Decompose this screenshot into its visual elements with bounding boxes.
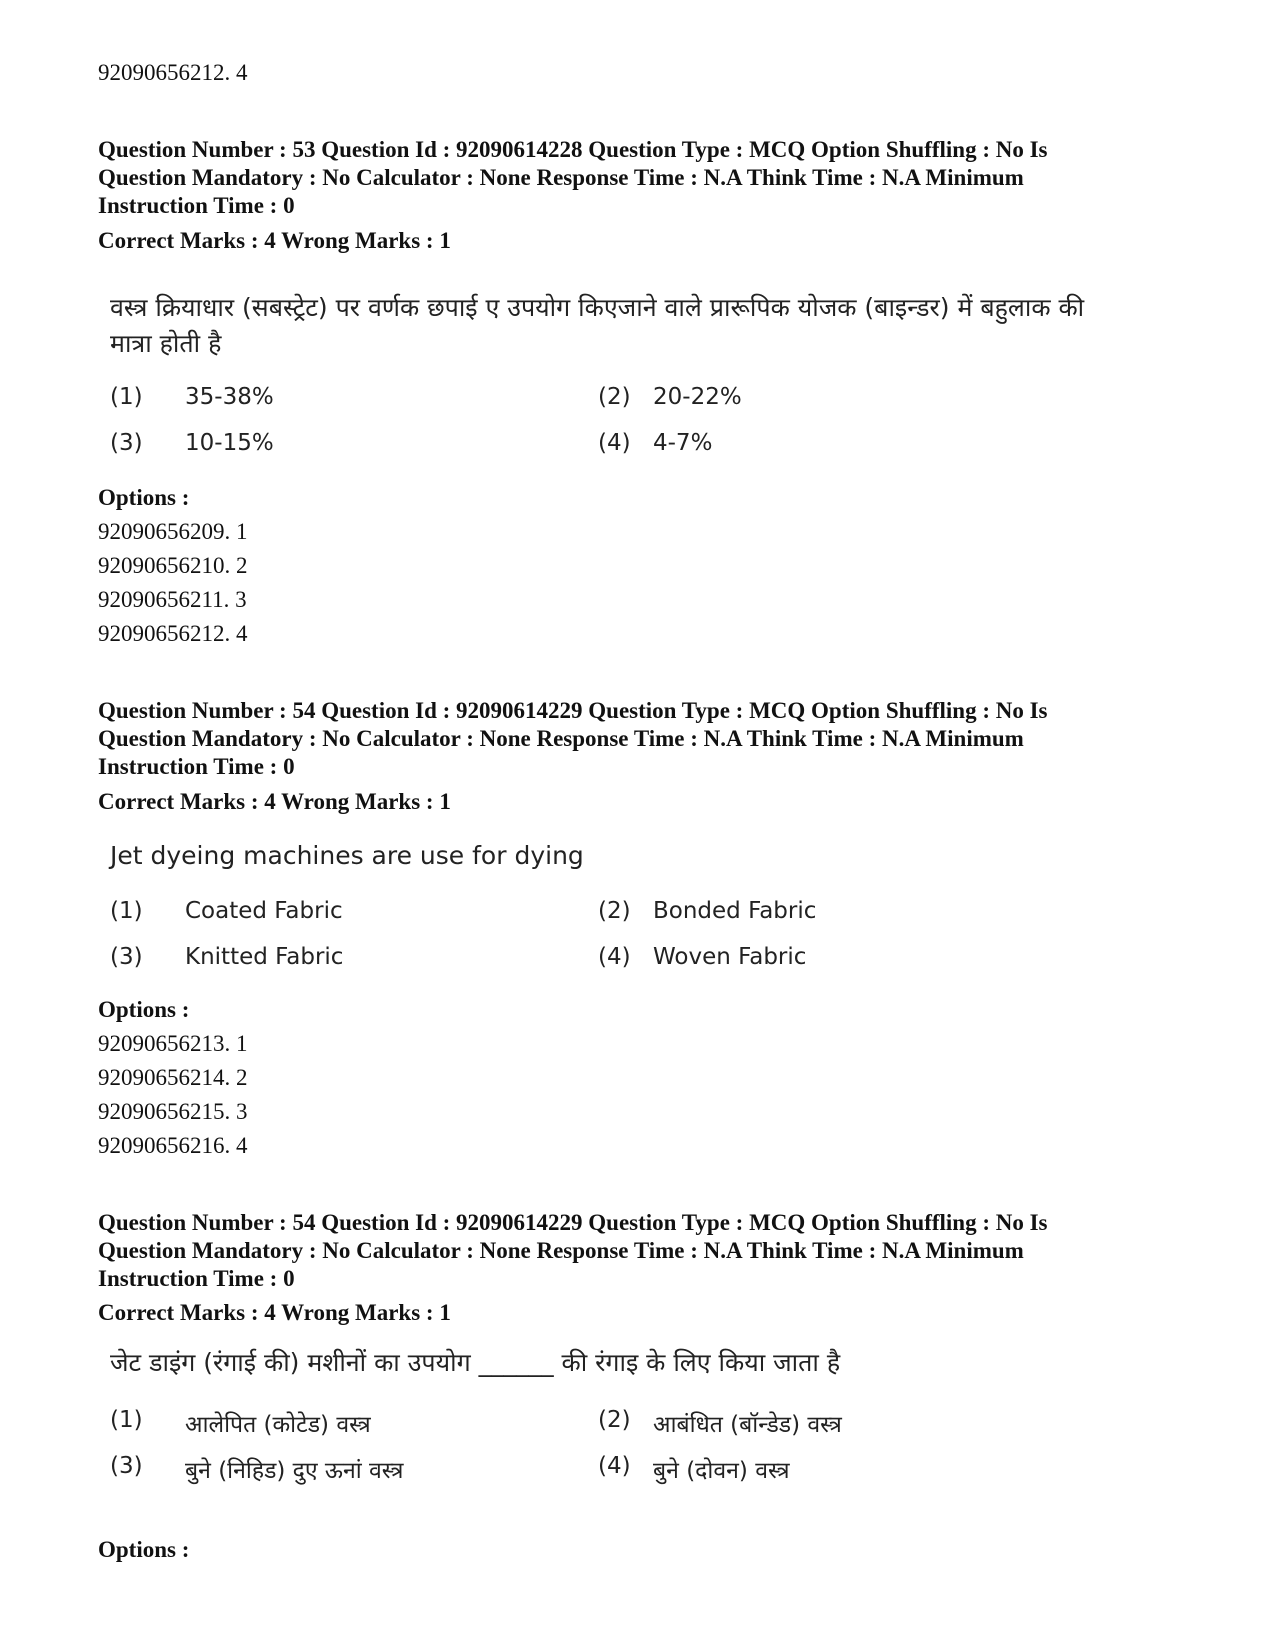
- option-id: 92090656210. 2: [98, 553, 248, 578]
- question-53-meta: Question Number : 53 Question Id : 92090614228 Question Type : MCQ Option Shuffling : No Is Question Mandatory : No Calculator : None Response Time : N.A Think Time : N.A Minimum Instruction Time : 0: [98, 137, 1048, 218]
- choice-4-number: (4): [598, 944, 631, 970]
- option-id: 92090656216. 4: [98, 1133, 248, 1158]
- choice-2-number: (2): [598, 384, 631, 410]
- choice-2-text: आबंधित (बॉन्डेड) वस्त्र: [653, 1412, 842, 1438]
- choice-1-text: 35-38%: [185, 384, 274, 410]
- options-label: Options :: [98, 485, 190, 510]
- question-53-text: वस्त्र क्रियाधार (सबस्ट्रेट) पर वर्णक छपाई ए उपयोग किएजाने वाले प्रारूपिक योजक (बाइन्डर) में बहुलाक की मात्रा होती है: [110, 293, 1085, 358]
- choice-3-number: (3): [110, 1453, 143, 1479]
- question-54-marks: Correct Marks : 4 Wrong Marks : 1: [98, 789, 451, 814]
- choice-3-number: (3): [110, 944, 143, 970]
- option-id: 92090656212. 4: [98, 621, 248, 646]
- choice-1-number: (1): [110, 898, 143, 924]
- option-id: 92090656211. 3: [98, 587, 247, 612]
- option-id: 92090656209. 1: [98, 519, 248, 544]
- option-id: 92090656215. 3: [98, 1099, 248, 1124]
- choice-2-number: (2): [598, 898, 631, 924]
- choice-1-number: (1): [110, 384, 143, 410]
- option-id: 92090656214. 2: [98, 1065, 248, 1090]
- choice-1-text: Coated Fabric: [185, 898, 343, 924]
- choice-1-text: आलेपित (कोटेड) वस्त्र: [185, 1412, 371, 1438]
- choice-4-text: 4-7%: [653, 430, 713, 456]
- choice-3-text: 10-15%: [185, 430, 274, 456]
- options-label: Options :: [98, 997, 190, 1022]
- question-54-hindi-marks: Correct Marks : 4 Wrong Marks : 1: [98, 1300, 451, 1325]
- carryover-option-id: 92090656212. 4: [98, 60, 248, 85]
- choice-3-text: Knitted Fabric: [185, 944, 344, 970]
- option-id: 92090656213. 1: [98, 1031, 248, 1056]
- choice-4-text: Woven Fabric: [653, 944, 807, 970]
- choice-2-text: 20-22%: [653, 384, 742, 410]
- choice-4-number: (4): [598, 430, 631, 456]
- question-54-meta: Question Number : 54 Question Id : 92090614229 Question Type : MCQ Option Shuffling : No Is Question Mandatory : No Calculator : None Response Time : N.A Think Time : N.A Minimum Instruction Time : 0: [98, 698, 1048, 779]
- choice-2-number: (2): [598, 1407, 631, 1433]
- choice-4-text: बुने (दोवन) वस्त्र: [653, 1458, 790, 1484]
- question-53-marks: Correct Marks : 4 Wrong Marks : 1: [98, 228, 451, 253]
- choice-4-number: (4): [598, 1453, 631, 1479]
- choice-1-number: (1): [110, 1407, 143, 1433]
- choice-2-text: Bonded Fabric: [653, 898, 817, 924]
- options-label: Options :: [98, 1537, 190, 1562]
- choice-3-text: बुने (निहिड) दुए ऊनां वस्त्र: [185, 1458, 404, 1484]
- question-54-hindi-text: जेट डाइंग (रंगाई की) मशीनों का उपयोग ______ की रंगाइ के लिए किया जाता है: [110, 1348, 841, 1377]
- question-54-text: Jet dyeing machines are use for dying: [110, 841, 584, 870]
- choice-3-number: (3): [110, 430, 143, 456]
- question-54-hindi-meta: Question Number : 54 Question Id : 92090614229 Question Type : MCQ Option Shuffling : No Is Question Mandatory : No Calculator : None Response Time : N.A Think Time : N.A Minimum Instruction Time : 0: [98, 1210, 1048, 1291]
